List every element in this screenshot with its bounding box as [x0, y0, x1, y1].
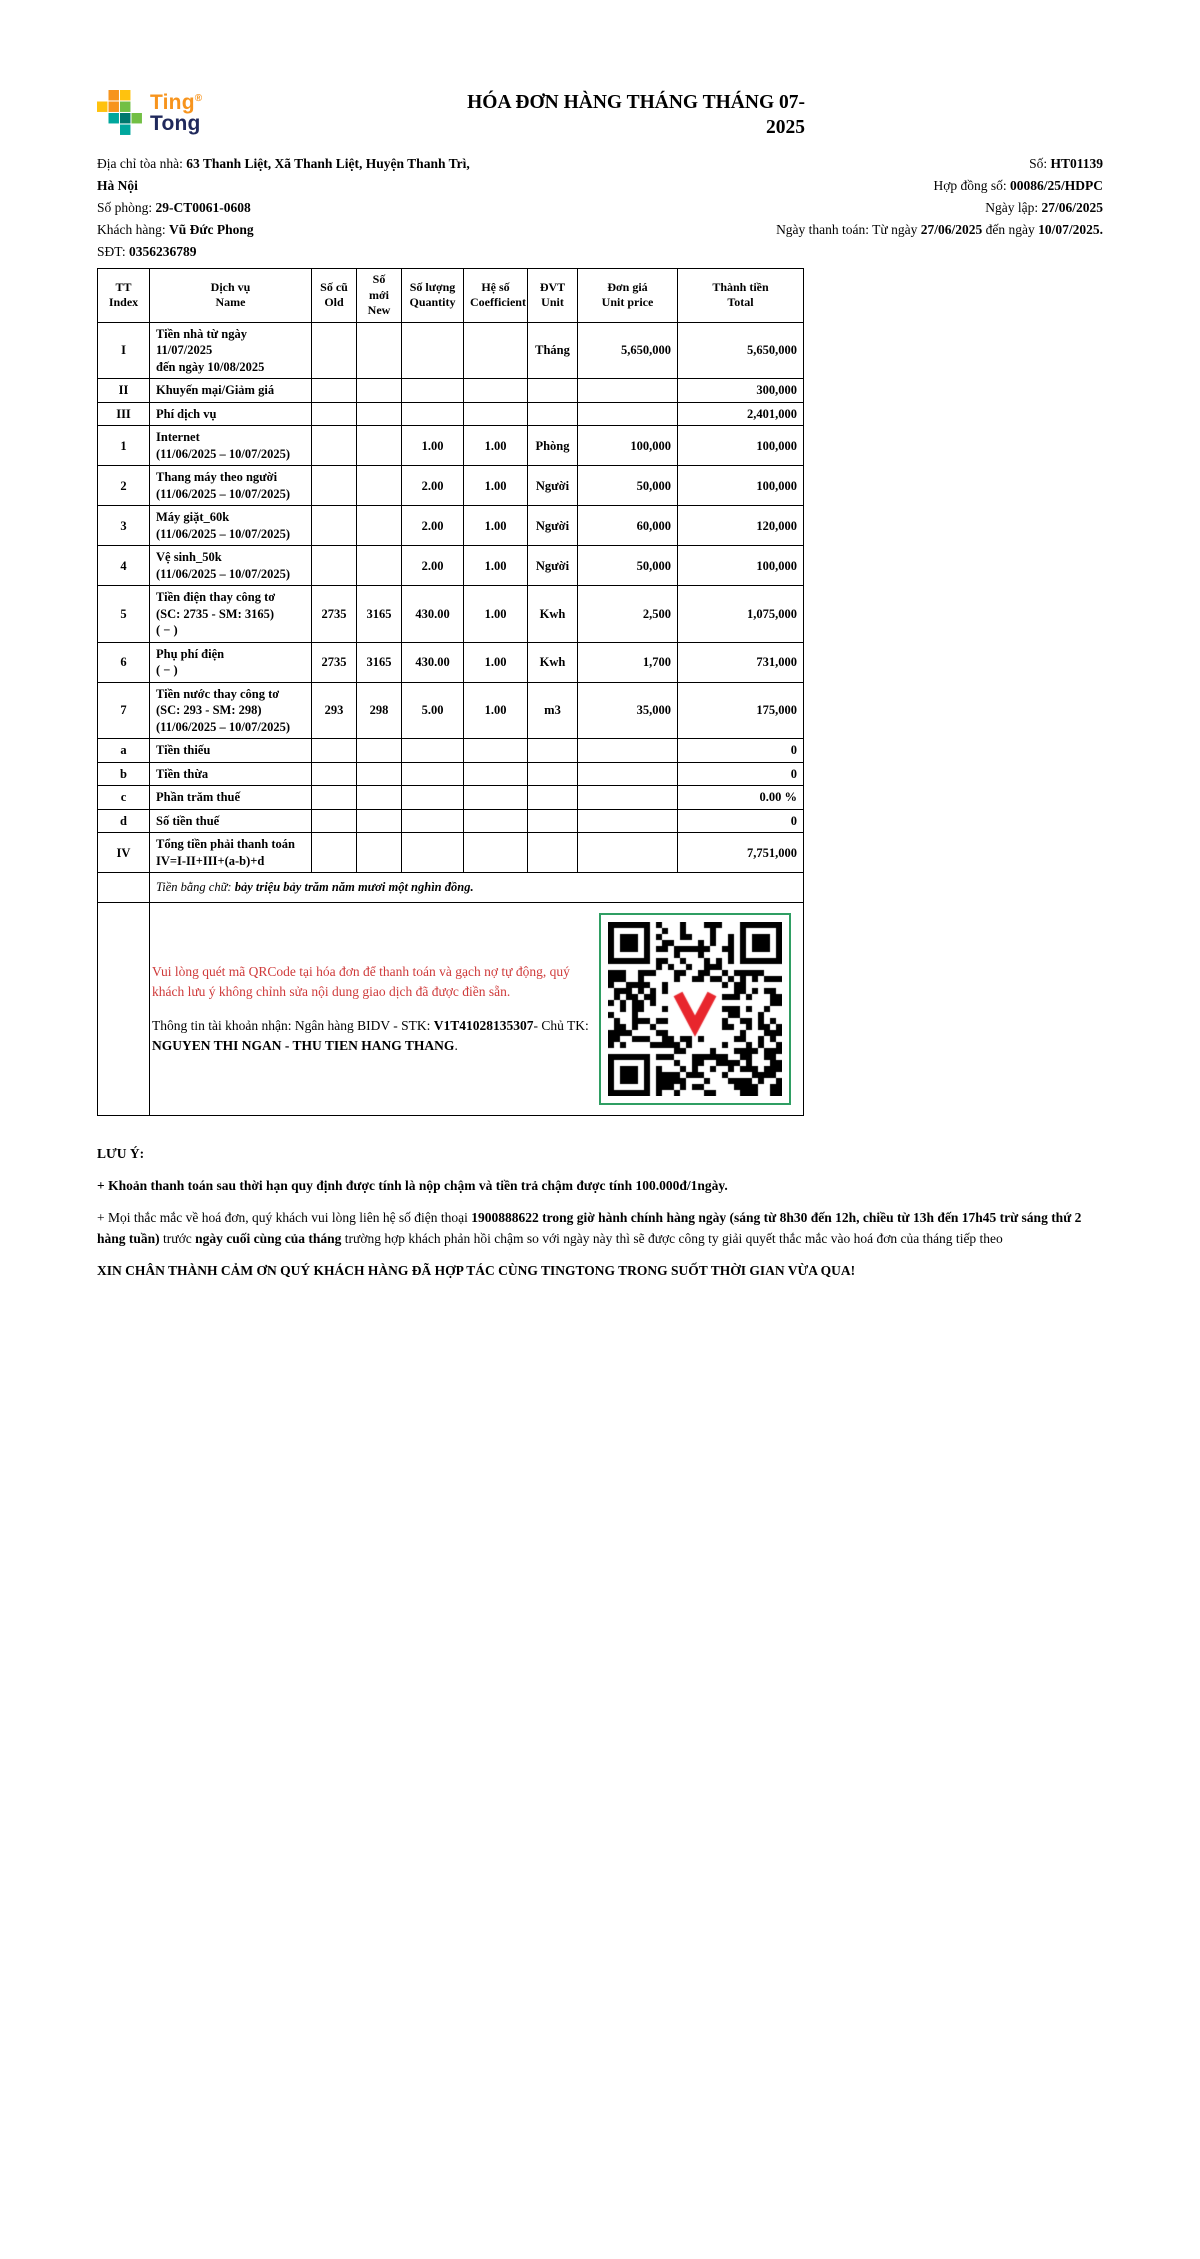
table-row-1 — [98, 426, 804, 466]
cell-new — [357, 322, 402, 379]
cell-index: b — [98, 762, 150, 786]
customer-name: Khách hàng: Vũ Đức Phong — [97, 222, 254, 237]
note-thanks: XIN CHÂN THÀNH CẢM ƠN QUÝ KHÁCH HÀNG ĐÃ HỢP TÁC CÙNG TINGTONG TRONG SUỐT THỜI GIAN VỪA QUA! — [97, 1262, 856, 1278]
cell-price — [578, 809, 678, 833]
cell-old — [312, 762, 357, 786]
table-row-b — [98, 762, 804, 786]
table-row-5 — [98, 586, 804, 643]
cell-new — [357, 762, 402, 786]
invoice-table — [97, 268, 804, 1116]
bank-account-info: Thông tin tài khoản nhận: Ngân hàng BIDV - STK: V1T41028135307- Chủ TK: NGUYEN THI NGAN - THU TIEN HANG THANG. — [152, 1018, 589, 1053]
table-row-c — [98, 786, 804, 810]
cell-coef: 1.00 — [464, 546, 528, 586]
col-header-old: Số cũ Old — [312, 269, 357, 323]
col-header-name: Dịch vụ Name — [150, 269, 312, 323]
table-row-7 — [98, 682, 804, 739]
amount-in-words-row — [98, 873, 804, 903]
cell-new — [357, 402, 402, 426]
invoice-number: Số: HT01139 — [1029, 156, 1103, 171]
cell-coef: 1.00 — [464, 682, 528, 739]
amount-in-words-value: bảy triệu bảy trăm năm mươi một nghìn đồng. — [234, 880, 474, 895]
cell-price — [578, 379, 678, 403]
cell-qty — [402, 833, 464, 873]
qr-instruction: Vui lòng quét mã QRCode tại hóa đơn để thanh toán và gạch nợ tự động, quý khách lưu ý không chỉnh sửa nội dung giao dịch đã được điền sẵn. — [152, 964, 570, 999]
cell-unit — [528, 809, 578, 833]
cell-name: Phần trăm thuế — [150, 786, 312, 810]
cell-old — [312, 786, 357, 810]
cell-price — [578, 739, 678, 763]
cell-qty: 2.00 — [402, 506, 464, 546]
table-row-6 — [98, 642, 804, 682]
cell-old: 293 — [312, 682, 357, 739]
cell-qty: 2.00 — [402, 546, 464, 586]
cell-coef — [464, 379, 528, 403]
cell-price: 2,500 — [578, 586, 678, 643]
cell-unit: Kwh — [528, 586, 578, 643]
invoice-table-footer — [98, 873, 804, 1116]
cell-old — [312, 833, 357, 873]
note-late-payment: + Khoản thanh toán sau thời hạn quy định được tính là nộp chậm và tiền trả chậm được tính 100.000đ/1ngày. — [97, 1178, 728, 1194]
cell-index: 7 — [98, 682, 150, 739]
cell-new — [357, 379, 402, 403]
table-row-d — [98, 809, 804, 833]
cell-total: 0.00 % — [678, 786, 804, 810]
cell-total: 175,000 — [678, 682, 804, 739]
room-number: Số phòng: 29-CT0061-0608 — [97, 200, 251, 215]
cell-coef — [464, 322, 528, 379]
cell-qty: 430.00 — [402, 586, 464, 643]
cell-price — [578, 402, 678, 426]
cell-unit — [528, 402, 578, 426]
tingtong-logo — [97, 90, 202, 136]
cell-unit — [528, 762, 578, 786]
tingtong-logo-icon — [97, 90, 143, 136]
cell-price: 60,000 — [578, 506, 678, 546]
cell-unit: Người — [528, 466, 578, 506]
qr-section — [150, 902, 804, 1115]
cell-old — [312, 379, 357, 403]
cell-old: 2735 — [312, 642, 357, 682]
table-row-I — [98, 322, 804, 379]
cell-index: 4 — [98, 546, 150, 586]
cell-total: 5,650,000 — [678, 322, 804, 379]
cell-new — [357, 426, 402, 466]
qr-code-canvas — [608, 922, 782, 1096]
cell-index: II — [98, 379, 150, 403]
cell-qty: 1.00 — [402, 426, 464, 466]
cell-name: Phí dịch vụ — [150, 402, 312, 426]
col-header-index: TT Index — [98, 269, 150, 323]
cell-new — [357, 739, 402, 763]
cell-unit: Kwh — [528, 642, 578, 682]
cell-qty: 5.00 — [402, 682, 464, 739]
qr-code — [599, 913, 791, 1105]
cell-price: 5,650,000 — [578, 322, 678, 379]
cell-name: Vệ sinh_50k (11/06/2025 – 10/07/2025) — [150, 546, 312, 586]
cell-coef: 1.00 — [464, 506, 528, 546]
building-address-line2: Hà Nội — [97, 178, 138, 193]
note-contact: + Mọi thắc mắc về hoá đơn, quý khách vui lòng liên hệ số điện thoại 1900888622 trong giờ hành chính hàng ngày (sáng từ 8h30 đến 12h, chiều từ 13h đến 17h45 trừ sáng thứ 2 hàng tuần) trước ngày cuối cùng của tháng trường hợp khách phản hồi chậm so với ngày này thì sẽ được công ty giải quyết thắc mắc vào hoá đơn của tháng tiếp theo — [97, 1210, 1082, 1246]
logo-text-tong: Tong — [150, 112, 201, 135]
table-row-IV — [98, 833, 804, 873]
cell-new — [357, 786, 402, 810]
cell-total: 100,000 — [678, 426, 804, 466]
amount-in-words-label: Tiền bằng chữ: — [156, 880, 235, 895]
cell-price: 1,700 — [578, 642, 678, 682]
cell-price: 35,000 — [578, 682, 678, 739]
amount-in-words — [150, 873, 804, 903]
cell-old — [312, 739, 357, 763]
col-header-qty: Số lượng Quantity — [402, 269, 464, 323]
cell-coef: 1.00 — [464, 586, 528, 643]
cell-empty — [98, 902, 150, 1115]
logo-wordmark — [150, 92, 202, 134]
cell-new — [357, 466, 402, 506]
cell-empty — [98, 873, 150, 903]
header-row — [98, 269, 804, 323]
col-header-total: Thành tiền Total — [678, 269, 804, 323]
cell-coef — [464, 809, 528, 833]
cell-price: 50,000 — [578, 466, 678, 506]
cell-old — [312, 402, 357, 426]
notes-section — [97, 1144, 1103, 1281]
cell-price: 100,000 — [578, 426, 678, 466]
cell-coef: 1.00 — [464, 426, 528, 466]
cell-qty — [402, 809, 464, 833]
cell-total: 0 — [678, 762, 804, 786]
table-row-II — [98, 379, 804, 403]
logo-text-ting: Ting® — [150, 91, 203, 114]
cell-price — [578, 762, 678, 786]
cell-total: 1,075,000 — [678, 586, 804, 643]
cell-name: Phụ phí điện ( − ) — [150, 642, 312, 682]
cell-total: 7,751,000 — [678, 833, 804, 873]
cell-coef — [464, 786, 528, 810]
cell-price — [578, 786, 678, 810]
cell-new — [357, 809, 402, 833]
cell-qty — [402, 402, 464, 426]
invoice-info-left — [97, 153, 617, 263]
cell-unit: Phòng — [528, 426, 578, 466]
cell-old — [312, 546, 357, 586]
cell-name: Khuyến mại/Giảm giá — [150, 379, 312, 403]
cell-total: 0 — [678, 809, 804, 833]
cell-new — [357, 506, 402, 546]
cell-total: 2,401,000 — [678, 402, 804, 426]
cell-coef: 1.00 — [464, 466, 528, 506]
cell-total: 731,000 — [678, 642, 804, 682]
cell-total: 100,000 — [678, 546, 804, 586]
col-header-coef: Hệ số Coefficient — [464, 269, 528, 323]
cell-unit: Tháng — [528, 322, 578, 379]
cell-old — [312, 506, 357, 546]
customer-phone: SĐT: 0356236789 — [97, 244, 197, 259]
invoice-title — [460, 90, 805, 140]
cell-new: 3165 — [357, 586, 402, 643]
cell-total: 0 — [678, 739, 804, 763]
cell-old — [312, 466, 357, 506]
cell-name: Tiền nhà từ ngày 11/07/2025 đến ngày 10/08/2025 — [150, 322, 312, 379]
cell-coef: 1.00 — [464, 642, 528, 682]
table-row-a — [98, 739, 804, 763]
cell-coef — [464, 762, 528, 786]
cell-old — [312, 809, 357, 833]
registered-mark: ® — [194, 93, 203, 104]
cell-name: Tổng tiền phải thanh toán IV=I-II+III+(a-b)+d — [150, 833, 312, 873]
cell-qty: 430.00 — [402, 642, 464, 682]
cell-index: IV — [98, 833, 150, 873]
table-row-4 — [98, 546, 804, 586]
cell-qty — [402, 322, 464, 379]
cell-index: a — [98, 739, 150, 763]
cell-name: Máy giặt_60k (11/06/2025 – 10/07/2025) — [150, 506, 312, 546]
cell-unit — [528, 739, 578, 763]
cell-price: 50,000 — [578, 546, 678, 586]
qr-text-block — [152, 962, 599, 1055]
cell-new — [357, 833, 402, 873]
cell-name: Tiền thừa — [150, 762, 312, 786]
contract-number: Hợp đồng số: 00086/25/HDPC — [933, 178, 1103, 193]
table-row-III — [98, 402, 804, 426]
cell-total: 100,000 — [678, 466, 804, 506]
cell-old: 2735 — [312, 586, 357, 643]
cell-qty — [402, 762, 464, 786]
cell-qty — [402, 379, 464, 403]
payment-period: Ngày thanh toán: Từ ngày 27/06/2025 đến ngày 10/07/2025. — [776, 222, 1103, 237]
cell-index: 3 — [98, 506, 150, 546]
cell-name: Số tiền thuế — [150, 809, 312, 833]
cell-name: Thang máy theo người (11/06/2025 – 10/07/2025) — [150, 466, 312, 506]
col-header-new: Số mới New — [357, 269, 402, 323]
cell-index: c — [98, 786, 150, 810]
building-address-line1: Địa chỉ tòa nhà: 63 Thanh Liệt, Xã Thanh Liệt, Huyện Thanh Trì, — [97, 156, 470, 171]
cell-unit: Người — [528, 546, 578, 586]
invoice-info-right — [617, 153, 1103, 263]
issue-date: Ngày lập: 27/06/2025 — [985, 200, 1103, 215]
cell-index: III — [98, 402, 150, 426]
header — [97, 90, 1103, 140]
cell-name: Internet (11/06/2025 – 10/07/2025) — [150, 426, 312, 466]
cell-index: 6 — [98, 642, 150, 682]
cell-new — [357, 546, 402, 586]
cell-coef — [464, 739, 528, 763]
qr-section-row — [98, 902, 804, 1115]
invoice-info — [97, 153, 1103, 263]
cell-index: 2 — [98, 466, 150, 506]
note-heading: LƯU Ý: — [97, 1145, 145, 1161]
cell-new: 298 — [357, 682, 402, 739]
table-row-2 — [98, 466, 804, 506]
cell-unit — [528, 786, 578, 810]
cell-qty — [402, 739, 464, 763]
table-row-3 — [98, 506, 804, 546]
cell-price — [578, 833, 678, 873]
cell-total: 120,000 — [678, 506, 804, 546]
cell-qty: 2.00 — [402, 466, 464, 506]
col-header-unit: ĐVT Unit — [528, 269, 578, 323]
col-header-price: Đơn giá Unit price — [578, 269, 678, 323]
cell-coef — [464, 402, 528, 426]
cell-total: 300,000 — [678, 379, 804, 403]
cell-name: Tiền điện thay công tơ (SC: 2735 - SM: 3165) ( − ) — [150, 586, 312, 643]
cell-unit — [528, 379, 578, 403]
cell-name: Tiền nước thay công tơ (SC: 293 - SM: 298) (11/06/2025 – 10/07/2025) — [150, 682, 312, 739]
cell-old — [312, 426, 357, 466]
cell-qty — [402, 786, 464, 810]
cell-old — [312, 322, 357, 379]
cell-unit: m3 — [528, 682, 578, 739]
invoice-title-line2: 2025 — [766, 117, 805, 138]
cell-index: I — [98, 322, 150, 379]
invoice-title-line1: HÓA ĐƠN HÀNG THÁNG THÁNG 07- — [467, 92, 805, 113]
cell-index: 5 — [98, 586, 150, 643]
invoice-table-header — [98, 269, 804, 323]
cell-name: Tiền thiếu — [150, 739, 312, 763]
invoice-table-body — [98, 322, 804, 873]
cell-coef — [464, 833, 528, 873]
cell-index: d — [98, 809, 150, 833]
cell-new: 3165 — [357, 642, 402, 682]
cell-index: 1 — [98, 426, 150, 466]
cell-unit: Người — [528, 506, 578, 546]
cell-unit — [528, 833, 578, 873]
